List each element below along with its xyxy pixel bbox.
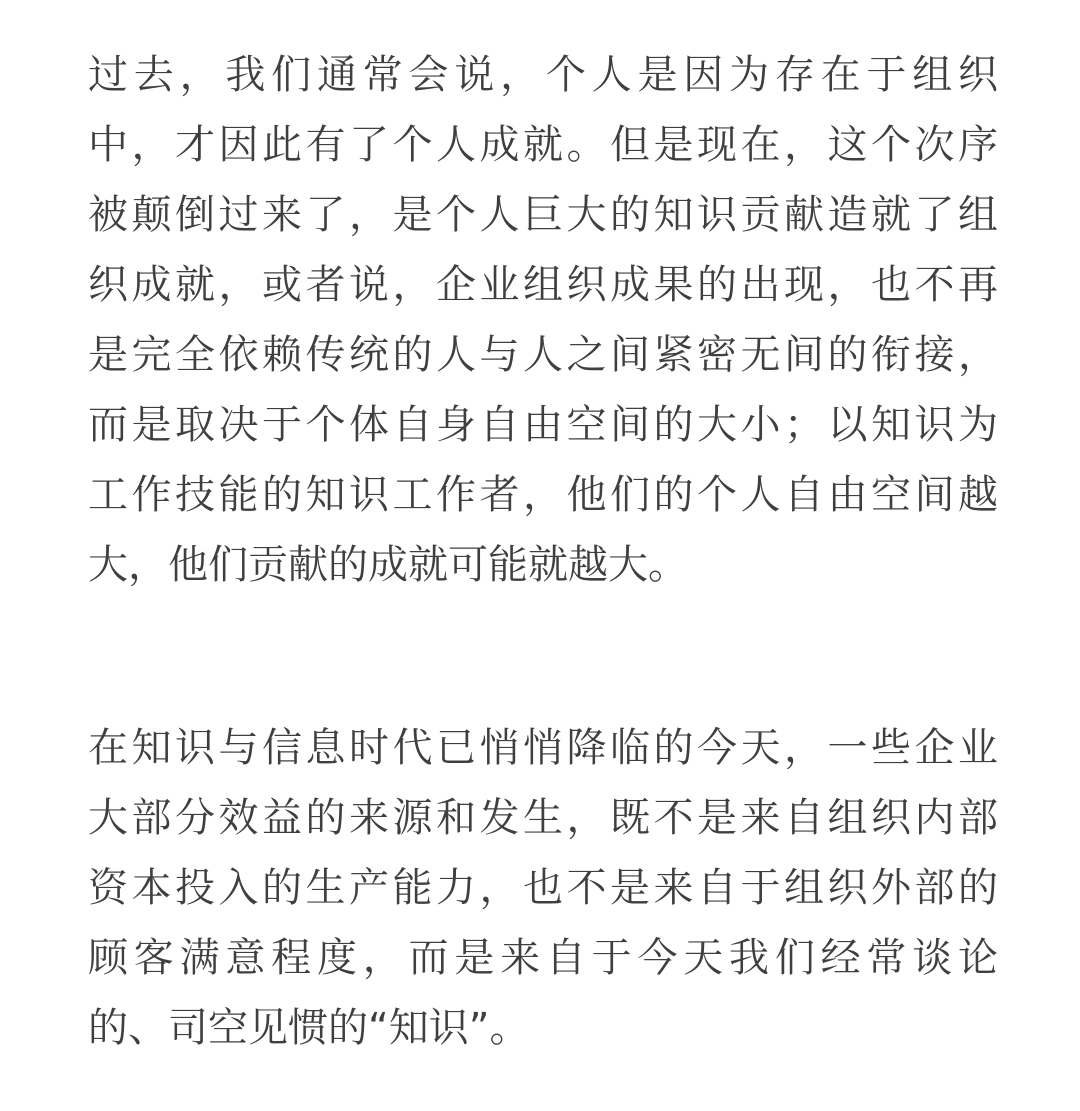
text-line: 被颠倒过来了，是个人巨大的知识贡献造就了组 [88, 192, 998, 238]
text-line: 中，才因此有了个人成就。但是现在，这个次序 [88, 122, 998, 168]
text-line: 资本投入的生产能力，也不是来自于组织外部的 [88, 865, 998, 911]
text-line: 大，他们贡献的成就可能就越大。 [88, 542, 688, 588]
text-line: 顾客满意程度，而是来自于今天我们经常谈论 [88, 935, 998, 981]
paragraph-1 [88, 40, 998, 600]
text-line: 的、司空见惯的“知识”。 [88, 1005, 530, 1051]
text-line: 工作技能的知识工作者，他们的个人自由空间越 [88, 472, 998, 518]
paragraph-2 [88, 713, 998, 1063]
text-line: 过去，我们通常会说，个人是因为存在于组织 [88, 52, 998, 98]
text-line: 是完全依赖传统的人与人之间紧密无间的衔接， [88, 332, 998, 378]
text-line: 大部分效益的来源和发生，既不是来自组织内部 [88, 795, 998, 841]
text-line: 织成就，或者说，企业组织成果的出现，也不再 [88, 262, 998, 308]
text-line: 而是取决于个体自身自由空间的大小；以知识为 [88, 402, 998, 448]
text-line: 在知识与信息时代已悄悄降临的今天，一些企业 [88, 725, 998, 771]
